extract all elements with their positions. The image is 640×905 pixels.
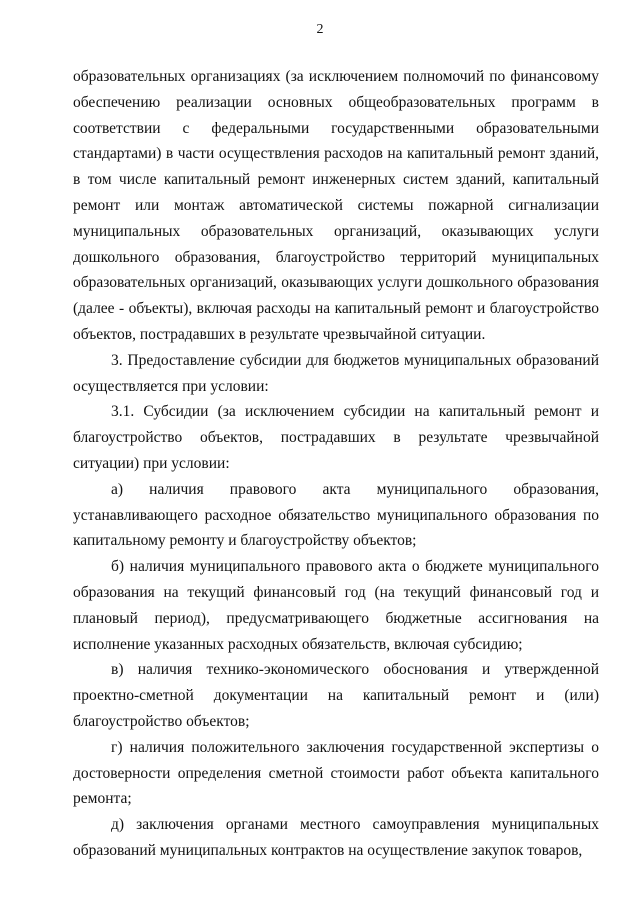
paragraph-clause-3-1: 3.1. Субсидии (за исключением субсидии на капитальный ремонт и благоустройство объектов, пострадавших в результате чрезвычайной ситуации) при условии: xyxy=(73,403,599,472)
paragraph-continuation: образовательных организациях (за исключением полномочий по финансовому обеспечению реализации основных общеобразовательных программ в соответствии с федеральными государственными образовательными стандартами) в части осуществления расходов на капитальный ремонт зданий, в том числе капитальный ремонт инженерных систем зданий, капитальный ремонт или монтаж автоматической системы пожарной сигнализации муниципальных образовательных организаций, оказывающих услуги дошкольного образования, благоустройство территорий муниципальных образовательных организаций, оказывающих услуги дошкольного образования (далее - объекты), включая расходы на капитальный ремонт и благоустройство объектов, пострадавших в результате чрезвычайной ситуации. xyxy=(73,68,599,343)
paragraph-item-b: б) наличия муниципального правового акта о бюджете муниципального образования на текущий финансовый год (на текущий финансовый год и плановый период), предусматривающего бюджетные ассигнования на исполнение указанных расходных обязательств, включая субсидию; xyxy=(73,558,599,653)
page-number: 2 xyxy=(316,22,324,37)
paragraph-item-d: д) заключения органами местного самоуправления муниципальных образований муниципальных контрактов на осуществление закупок товаров, xyxy=(73,816,599,859)
paragraph-item-g: г) наличия положительного заключения государственной экспертизы о достоверности определения сметной стоимости работ объекта капитального ремонта; xyxy=(73,738,599,808)
paragraph-item-a: а) наличия правового акта муниципального образования, устанавливающего расходное обязательство муниципального образования по капитальному ремонту и благоустройству объектов; xyxy=(73,480,599,550)
paragraph-clause-3: 3. Предоставление субсидии для бюджетов муниципальных образований осуществляется при условии: xyxy=(73,351,599,395)
paragraph-item-v: в) наличия технико-экономического обоснования и утвержденной проектно-сметной документации на капитальный ремонт и (или) благоустройство объектов; xyxy=(73,661,599,730)
document-body xyxy=(73,64,599,864)
